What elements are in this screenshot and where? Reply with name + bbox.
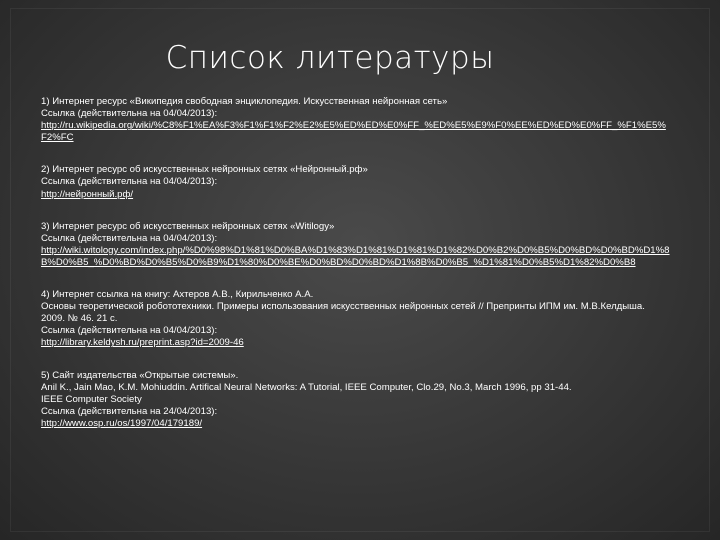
reference-link[interactable]: http://www.osp.ru/os/1997/04/179189/ <box>41 417 203 429</box>
reference-link[interactable]: http://нейронный.рф/ <box>41 188 134 200</box>
reference-item-2 <box>41 164 671 200</box>
reference-item-3 <box>41 221 671 269</box>
reference-item-1 <box>41 96 671 144</box>
reference-line: Anil K., Jain Mao, K.M. Mohiuddin. Artifical Neural Networks: A Tutorial, IEEE Computer, Clo.29, No.3, March 1996, pp 31-44. <box>41 381 572 393</box>
reference-item-4 <box>41 289 671 349</box>
reference-line: 5) Сайт издательства «Открытые системы». <box>41 369 239 381</box>
reference-list <box>41 96 671 430</box>
slide-title: Список литературы <box>165 40 495 76</box>
reference-line: Ссылка (действительна на 24/04/2013): <box>41 405 218 417</box>
reference-line: 4) Интернет ссылка на книгу: Ахтеров А.В., Кирильченко А.А. <box>41 289 314 301</box>
reference-link[interactable]: http://wiki.witology.com/index.php/%D0%98%D1%81%D0%BA%D1%83%D1%81%D1%81%D1%82%D0%B2%D0%B5%D0%BD%D0%BD%D1%8B%D0%B5_%D0%BD%D0%B5%D0%B9%D1%80%D0%BE%D0%BD%D0%BD%D1%8B%D0%B5_%D1%81%D0%B5%D1%82%D0%B8 <box>41 244 670 268</box>
reference-link[interactable]: http://ru.wikipedia.org/wiki/%C8%F1%EA%F3%F1%F1%F2%E2%E5%ED%ED%E0%FF_%ED%E5%E9%F0%EE%ED%ED%E0%FF_%F1%E5%F2%FC <box>41 120 666 144</box>
reference-line: 3) Интернет ресурс об искусственных нейронных сетях «Witilogy» <box>41 220 335 232</box>
reference-line: Ссылка (действительна на 04/04/2013): <box>41 232 218 244</box>
reference-item-5 <box>41 370 671 430</box>
reference-line: Ссылка (действительна на 04/04/2013): <box>41 176 218 188</box>
reference-line: Основы теоретической робототехники. Примеры использования искусственных нейронных сетей // Препринты ИПМ им. М.В.Келдыша. 2009. № 46. 21 с. <box>41 301 645 325</box>
reference-line: IEEE Computer Society <box>41 393 142 405</box>
reference-line: 2) Интернет ресурс об искусственных нейронных сетях «Нейронный.рф» <box>41 164 368 176</box>
reference-line: 1) Интернет ресурс «Википедия свободная энциклопедия. Искусственная нейронная сеть» <box>41 96 448 107</box>
reference-link[interactable]: http://library.keldysh.ru/preprint.asp?id=2009-46 <box>41 337 244 349</box>
reference-line: Ссылка (действительна на 04/04/2013): <box>41 108 218 120</box>
reference-line: Ссылка (действительна на 04/04/2013): <box>41 325 218 337</box>
